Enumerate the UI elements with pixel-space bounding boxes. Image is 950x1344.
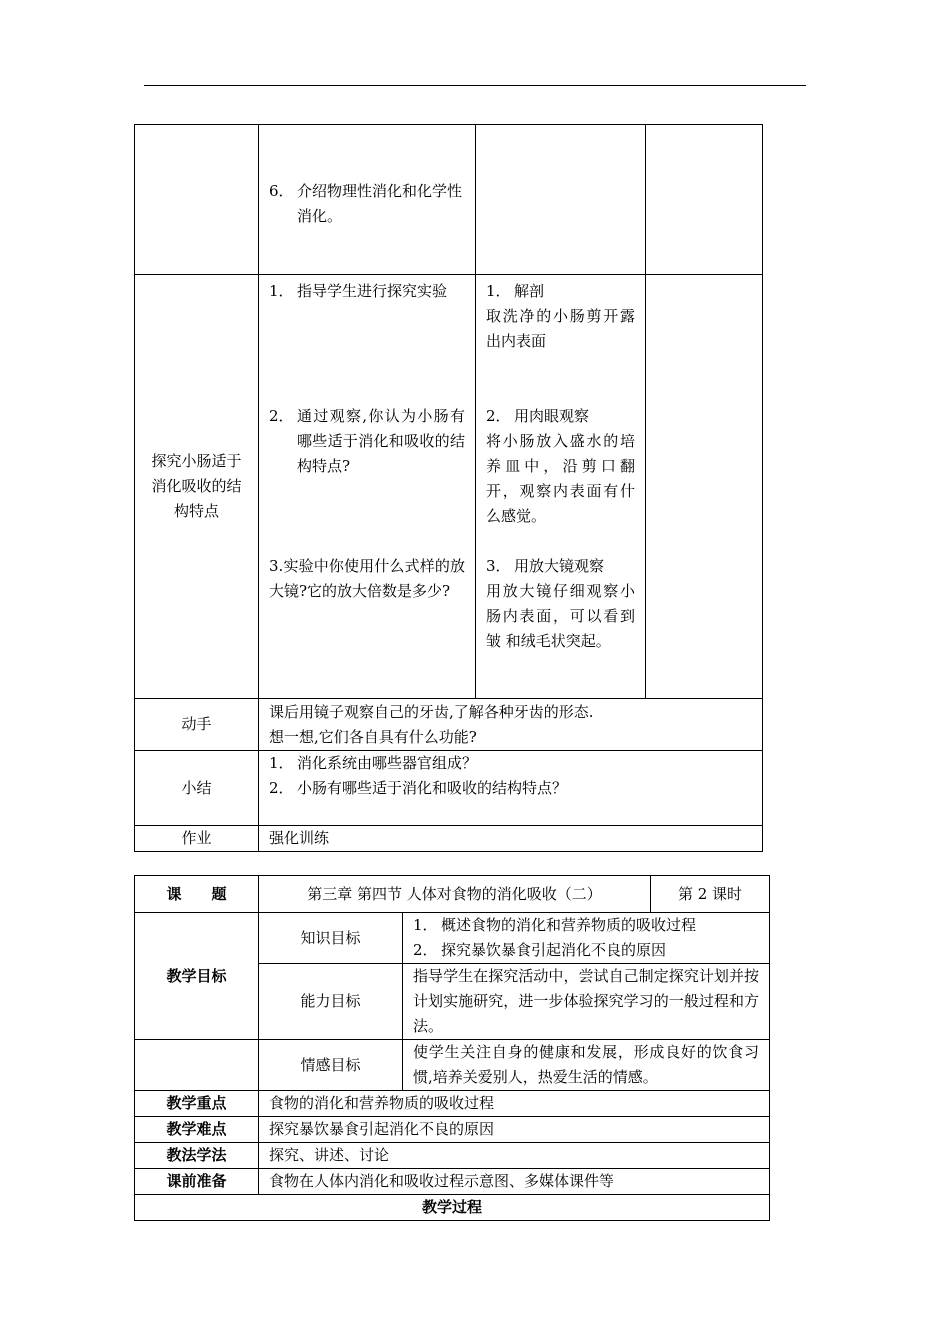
list-number: 1． bbox=[269, 282, 294, 300]
list-item: 探究暴饮暴食引起消化不良的原因 bbox=[441, 941, 667, 959]
list-number: 2． bbox=[269, 407, 294, 425]
goal-content-cell bbox=[403, 1040, 770, 1091]
list-item: 指导学生进行探究实验 bbox=[297, 282, 448, 300]
table-row bbox=[135, 1117, 770, 1143]
table-row bbox=[135, 1091, 770, 1117]
goal-type-cell bbox=[259, 913, 403, 964]
table-row bbox=[135, 1169, 770, 1195]
row-label-cell bbox=[135, 699, 259, 751]
topic-cell bbox=[135, 125, 259, 275]
row-label-cell bbox=[135, 1091, 259, 1117]
list-item: 介绍物理性消化和化学性消化。 bbox=[297, 182, 463, 225]
row-label: 动手 bbox=[181, 715, 212, 733]
notes-cell bbox=[646, 125, 763, 275]
list-number: 6． bbox=[269, 182, 294, 200]
list-item: 通过观察,你认为小肠有哪些适于消化和吸收的结构特点? bbox=[297, 407, 465, 475]
list-number: 1． bbox=[269, 754, 294, 772]
row-content-cell bbox=[259, 1143, 770, 1169]
content-line: 探究、讲述、讨论 bbox=[269, 1146, 390, 1164]
goal-type-label: 情感目标 bbox=[300, 1055, 361, 1074]
list-number: 1． bbox=[413, 916, 438, 934]
goal-type-cell bbox=[259, 1040, 403, 1091]
list-item: 消化系统由哪些器官组成？ bbox=[297, 754, 478, 772]
table-row bbox=[135, 826, 763, 852]
content-line: 食物在人体内消化和吸收过程示意图、多媒体课件等 bbox=[269, 1172, 615, 1190]
goal-text: 使学生关注自身的健康和发展，形成良好的饮食习惯,培养关爱别人，热爱生活的情感。 bbox=[413, 1043, 760, 1086]
row-label-cell bbox=[135, 1117, 259, 1143]
section-heading: 教学过程 bbox=[422, 1198, 483, 1216]
step-text: 用放大镜仔细观察小肠内表面，可以看到皱 和绒毛状突起。 bbox=[486, 582, 635, 650]
goals-label-cell-cont bbox=[135, 1040, 259, 1091]
table-row bbox=[135, 876, 770, 913]
row-label-cell bbox=[135, 826, 259, 852]
row-label: 教学重点 bbox=[166, 1094, 227, 1112]
list-item: 概述食物的消化和营养物质的吸收过程 bbox=[441, 916, 697, 934]
goal-content-cell bbox=[403, 964, 770, 1040]
period-cell bbox=[651, 876, 770, 913]
row-label: 教学目标 bbox=[166, 966, 227, 985]
title-label-cell bbox=[135, 876, 259, 913]
goal-content-cell bbox=[403, 913, 770, 964]
table-row bbox=[135, 275, 763, 699]
teacher-activity-cell bbox=[259, 275, 476, 699]
row-content-cell bbox=[259, 1169, 770, 1195]
row-label: 探究小肠适于消化吸收的结构特点 bbox=[151, 452, 242, 520]
row-label: 教法学法 bbox=[166, 1146, 227, 1164]
content-line: 强化训练 bbox=[269, 829, 330, 847]
step-heading: 解剖 bbox=[514, 282, 545, 300]
goals-label-cell bbox=[135, 913, 259, 1040]
list-number: 1． bbox=[486, 282, 511, 300]
row-content-cell bbox=[259, 1117, 770, 1143]
list-item: 小肠有哪些适于消化和吸收的结构特点？ bbox=[297, 779, 568, 797]
list-item: 3.实验中你使用什么式样的放大镜?它的放大倍数是多少? bbox=[269, 557, 465, 600]
list-number: 2． bbox=[486, 407, 511, 425]
step-text: 将小肠放入盛水的培养皿中，沿剪口翻开，观察内表面有什么感觉。 bbox=[486, 432, 635, 525]
content-line: 课后用镜子观察自己的牙齿,了解各种牙齿的形态. bbox=[269, 703, 594, 721]
table-row bbox=[135, 913, 770, 964]
content-line: 探究暴饮暴食引起消化不良的原因 bbox=[269, 1120, 495, 1138]
step-text: 取洗净的小肠剪开露出内表面 bbox=[486, 307, 635, 350]
topic-cell bbox=[135, 275, 259, 699]
table-row bbox=[135, 125, 763, 275]
list-number: 3． bbox=[486, 557, 511, 575]
row-label: 课 题 bbox=[166, 884, 227, 903]
process-header-cell bbox=[135, 1195, 770, 1221]
row-label-cell bbox=[135, 1169, 259, 1195]
row-content-cell bbox=[259, 751, 763, 826]
table-row bbox=[135, 1195, 770, 1221]
lesson-table-continued bbox=[134, 124, 763, 852]
row-label: 课前准备 bbox=[166, 1172, 227, 1190]
goal-text: 指导学生在探究活动中，尝试自己制定探究计划并按计划实施研究，进一步体验探究学习的一般过程和方法。 bbox=[413, 967, 760, 1035]
table-row bbox=[135, 699, 763, 751]
row-label-cell bbox=[135, 1143, 259, 1169]
goal-type-label: 知识目标 bbox=[300, 928, 361, 947]
student-activity-cell bbox=[476, 125, 646, 275]
row-label: 教学难点 bbox=[166, 1120, 227, 1138]
row-content-cell bbox=[259, 1091, 770, 1117]
list-number: 2． bbox=[269, 779, 294, 797]
content-line: 想一想,它们各自具有什么功能? bbox=[269, 728, 477, 746]
row-content-cell bbox=[259, 826, 763, 852]
row-label: 作业 bbox=[181, 829, 212, 847]
content-line: 食物的消化和营养物质的吸收过程 bbox=[269, 1094, 495, 1112]
lesson-title: 第三章 第四节 人体对食物的消化吸收（二） bbox=[307, 884, 602, 903]
row-label-cell bbox=[135, 751, 259, 826]
goal-type-label: 能力目标 bbox=[300, 992, 361, 1010]
table-row bbox=[135, 1143, 770, 1169]
lesson-plan-table bbox=[134, 875, 770, 1221]
step-heading: 用放大镜观察 bbox=[514, 557, 605, 575]
lesson-period: 第 2 课时 bbox=[677, 884, 743, 903]
row-content-cell bbox=[259, 699, 763, 751]
notes-cell bbox=[646, 275, 763, 699]
list-number: 2． bbox=[413, 941, 438, 959]
row-label: 小结 bbox=[181, 778, 212, 797]
table-row bbox=[135, 1040, 770, 1091]
step-heading: 用肉眼观察 bbox=[514, 407, 590, 425]
teacher-activity-cell bbox=[259, 125, 476, 275]
goal-type-cell bbox=[259, 964, 403, 1040]
header-rule bbox=[144, 85, 806, 86]
table-row bbox=[135, 751, 763, 826]
student-activity-cell bbox=[476, 275, 646, 699]
title-cell bbox=[259, 876, 651, 913]
